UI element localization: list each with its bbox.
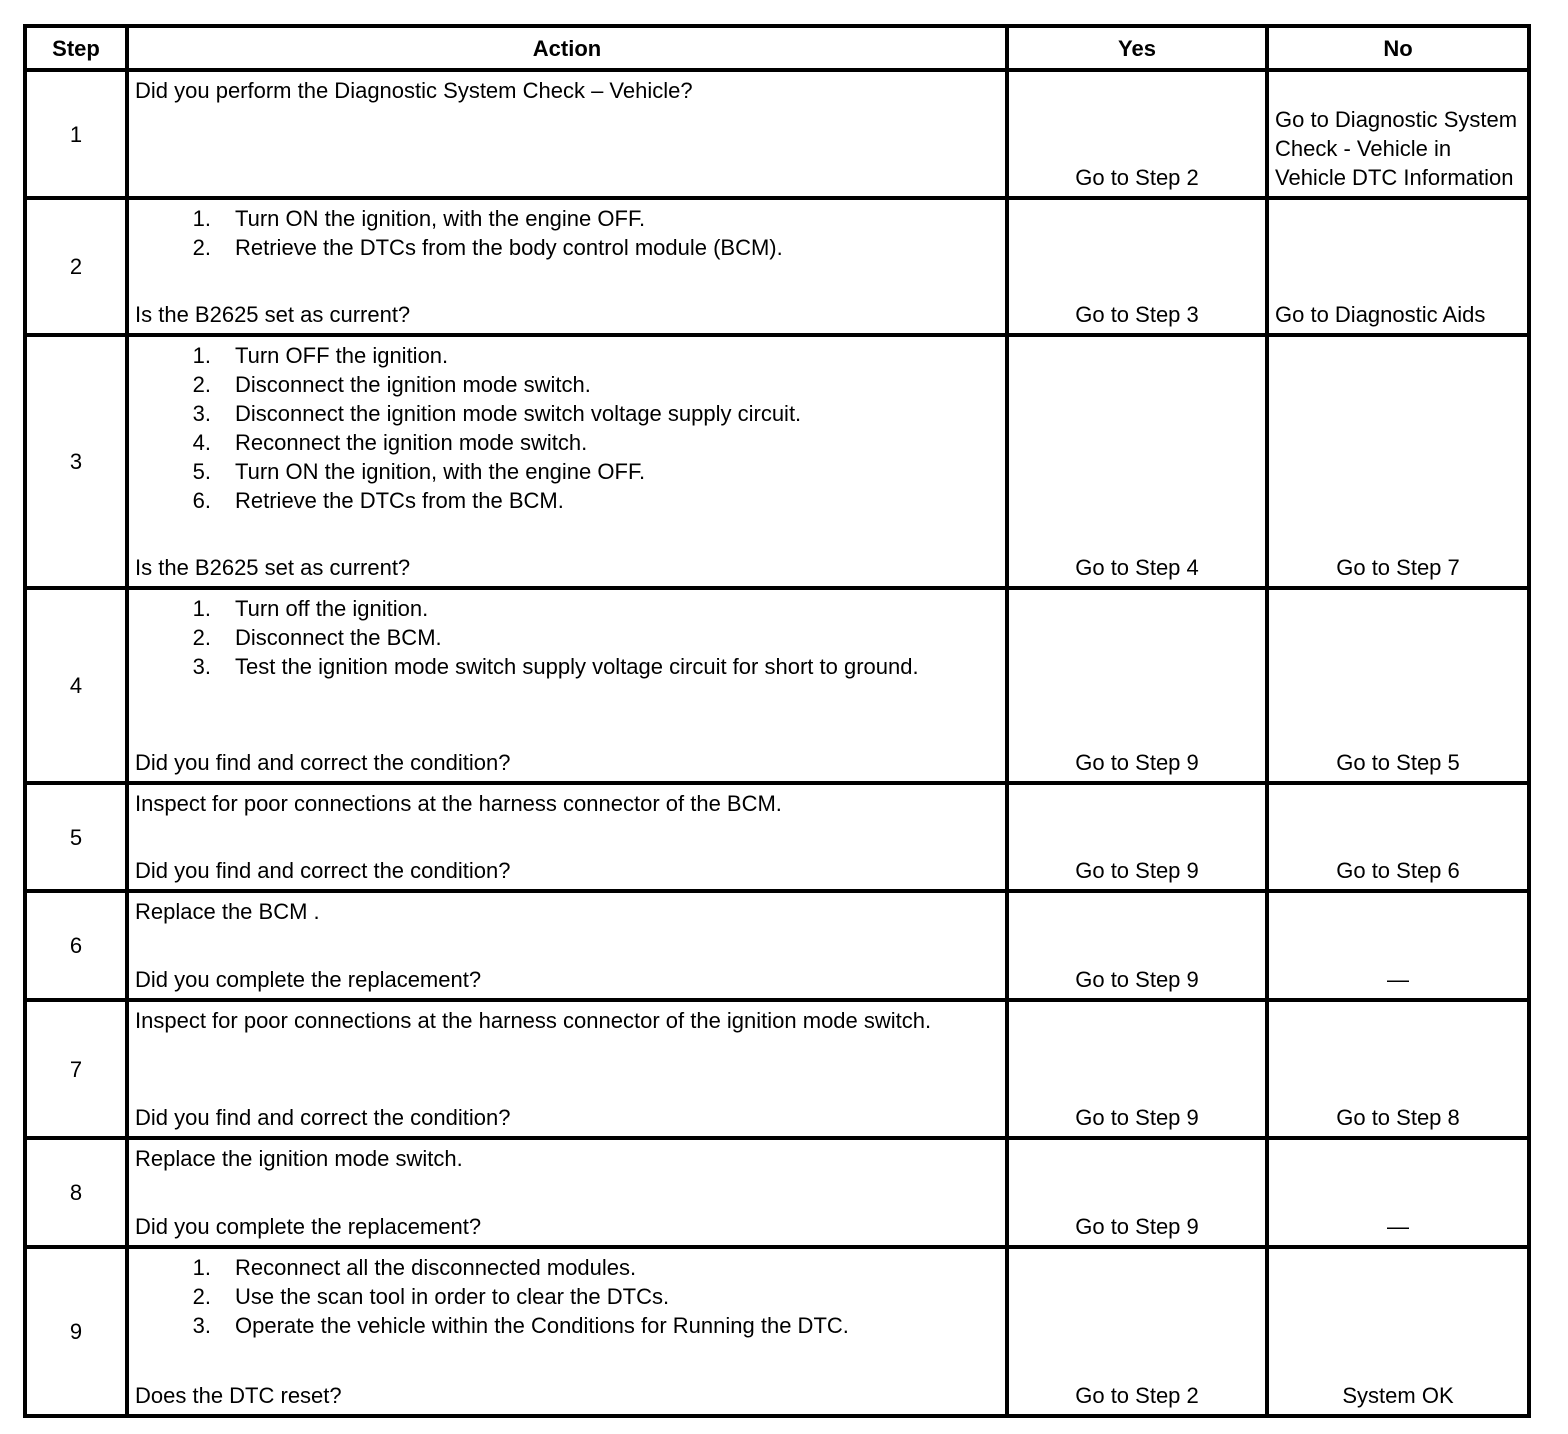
table-row: [25, 1000, 1529, 1138]
action-cell: [127, 70, 1007, 198]
list-item: [135, 399, 999, 428]
no-cell: Go to Step 7: [1267, 335, 1529, 588]
step-cell: 8: [25, 1138, 127, 1247]
action-list: [135, 1253, 999, 1340]
action-intro: Inspect for poor connections at the harness connector of the ignition mode switch.: [135, 1008, 932, 1033]
list-item-text: Retrieve the DTCs from the body control module (BCM).: [235, 235, 783, 260]
list-item: [135, 623, 999, 652]
list-item-number: 1.: [192, 1255, 211, 1280]
action-top: [135, 76, 999, 105]
list-item-text: Retrieve the DTCs from the BCM.: [235, 488, 564, 513]
action-content: [135, 76, 999, 192]
header-step: Step: [25, 26, 127, 70]
action-top: [135, 1006, 999, 1035]
action-content: [135, 897, 999, 994]
step-cell: 1: [25, 70, 127, 198]
action-content: [135, 1144, 999, 1241]
action-top: [135, 204, 999, 262]
step-cell: 5: [25, 783, 127, 891]
list-item: [135, 341, 999, 370]
table-body: [25, 70, 1529, 1416]
action-content: [135, 1253, 999, 1410]
yes-cell: Go to Step 4: [1007, 335, 1267, 588]
header-action: Action: [127, 26, 1007, 70]
step-cell: 6: [25, 891, 127, 1000]
diagnostic-table: [23, 24, 1531, 1418]
action-top: [135, 1253, 999, 1340]
no-cell: Go to Step 6: [1267, 783, 1529, 891]
no-cell: Go to Diagnostic Aids: [1267, 198, 1529, 335]
action-cell: [127, 783, 1007, 891]
action-content: [135, 594, 999, 777]
list-item: [135, 1282, 999, 1311]
table-row: [25, 70, 1529, 198]
no-cell: —: [1267, 891, 1529, 1000]
list-item-number: 4.: [192, 430, 211, 455]
step-cell: 9: [25, 1247, 127, 1416]
list-item-text: Test the ignition mode switch supply voltage circuit for short to ground.: [235, 654, 919, 679]
list-item-number: 5.: [192, 459, 211, 484]
action-cell: [127, 891, 1007, 1000]
list-item-number: 3.: [192, 654, 211, 679]
list-item-number: 1.: [192, 343, 211, 368]
list-item: [135, 1311, 999, 1340]
action-top: [135, 341, 999, 515]
list-item: [135, 370, 999, 399]
yes-cell: Go to Step 9: [1007, 588, 1267, 783]
list-item-text: Turn off the ignition.: [235, 596, 429, 621]
yes-cell: Go to Step 9: [1007, 783, 1267, 891]
list-item-text: Reconnect the ignition mode switch.: [235, 430, 588, 455]
no-cell: Go to Step 5: [1267, 588, 1529, 783]
action-question: Is the B2625 set as current?: [135, 302, 411, 327]
list-item: [135, 486, 999, 515]
step-cell: 2: [25, 198, 127, 335]
no-cell: Go to Step 8: [1267, 1000, 1529, 1138]
action-cell: [127, 588, 1007, 783]
action-top: [135, 594, 999, 681]
yes-cell: Go to Step 9: [1007, 1138, 1267, 1247]
action-question: Did you find and correct the condition?: [135, 858, 511, 883]
list-item-text: Operate the vehicle within the Conditions for Running the DTC.: [235, 1313, 849, 1338]
action-question: Did you complete the replacement?: [135, 1214, 482, 1239]
list-item-text: Reconnect all the disconnected modules.: [235, 1255, 637, 1280]
action-question: Is the B2625 set as current?: [135, 555, 411, 580]
action-question: Does the DTC reset?: [135, 1383, 342, 1408]
yes-cell: Go to Step 2: [1007, 1247, 1267, 1416]
no-cell: —: [1267, 1138, 1529, 1247]
action-content: [135, 1006, 999, 1132]
action-list: [135, 594, 999, 681]
action-cell: [127, 335, 1007, 588]
action-list: [135, 341, 999, 515]
action-top: [135, 897, 999, 926]
table-row: [25, 198, 1529, 335]
step-cell: 4: [25, 588, 127, 783]
action-cell: [127, 1138, 1007, 1247]
header-row: [25, 26, 1529, 70]
action-content: [135, 789, 999, 885]
action-intro: Replace the ignition mode switch.: [135, 1146, 463, 1171]
action-question: Did you find and correct the condition?: [135, 1105, 511, 1130]
action-cell: [127, 1000, 1007, 1138]
yes-cell: Go to Step 2: [1007, 70, 1267, 198]
step-cell: 3: [25, 335, 127, 588]
list-item-number: 1.: [192, 596, 211, 621]
no-cell: System OK: [1267, 1247, 1529, 1416]
list-item-number: 2.: [192, 372, 211, 397]
step-cell: 7: [25, 1000, 127, 1138]
list-item: [135, 594, 999, 623]
list-item: [135, 428, 999, 457]
list-item-text: Disconnect the ignition mode switch.: [235, 372, 591, 397]
table-row: [25, 1138, 1529, 1247]
list-item-number: 2.: [192, 235, 211, 260]
list-item-text: Use the scan tool in order to clear the DTCs.: [235, 1284, 670, 1309]
list-item: [135, 652, 999, 681]
table-row: [25, 335, 1529, 588]
list-item-number: 3.: [192, 401, 211, 426]
list-item: [135, 204, 999, 233]
list-item-number: 1.: [192, 206, 211, 231]
action-cell: [127, 198, 1007, 335]
action-top: [135, 1144, 999, 1173]
action-cell: [127, 1247, 1007, 1416]
list-item-text: Turn ON the ignition, with the engine OFF.: [235, 206, 646, 231]
action-question: Did you find and correct the condition?: [135, 750, 511, 775]
yes-cell: Go to Step 9: [1007, 1000, 1267, 1138]
list-item: [135, 457, 999, 486]
action-intro: Replace the BCM .: [135, 899, 320, 924]
table-row: [25, 1247, 1529, 1416]
list-item-text: Disconnect the ignition mode switch voltage supply circuit.: [235, 401, 802, 426]
list-item-text: Turn OFF the ignition.: [235, 343, 449, 368]
action-top: [135, 789, 999, 818]
list-item-text: Turn ON the ignition, with the engine OFF.: [235, 459, 646, 484]
table-row: [25, 588, 1529, 783]
list-item-number: 3.: [192, 1313, 211, 1338]
list-item-number: 2.: [192, 625, 211, 650]
header-no: No: [1267, 26, 1529, 70]
no-cell: Go to Diagnostic System Check - Vehicle in Vehicle DTC Information: [1267, 70, 1529, 198]
list-item: [135, 233, 999, 262]
action-list: [135, 204, 999, 262]
list-item-text: Disconnect the BCM.: [235, 625, 442, 650]
action-content: [135, 204, 999, 329]
action-intro: Did you perform the Diagnostic System Check – Vehicle?: [135, 78, 693, 103]
action-question: Did you complete the replacement?: [135, 967, 482, 992]
list-item: [135, 1253, 999, 1282]
yes-cell: Go to Step 3: [1007, 198, 1267, 335]
yes-cell: Go to Step 9: [1007, 891, 1267, 1000]
action-content: [135, 341, 999, 582]
action-intro: Inspect for poor connections at the harness connector of the BCM.: [135, 791, 782, 816]
table-row: [25, 891, 1529, 1000]
list-item-number: 2.: [192, 1284, 211, 1309]
header-yes: Yes: [1007, 26, 1267, 70]
table-row: [25, 783, 1529, 891]
list-item-number: 6.: [192, 488, 211, 513]
